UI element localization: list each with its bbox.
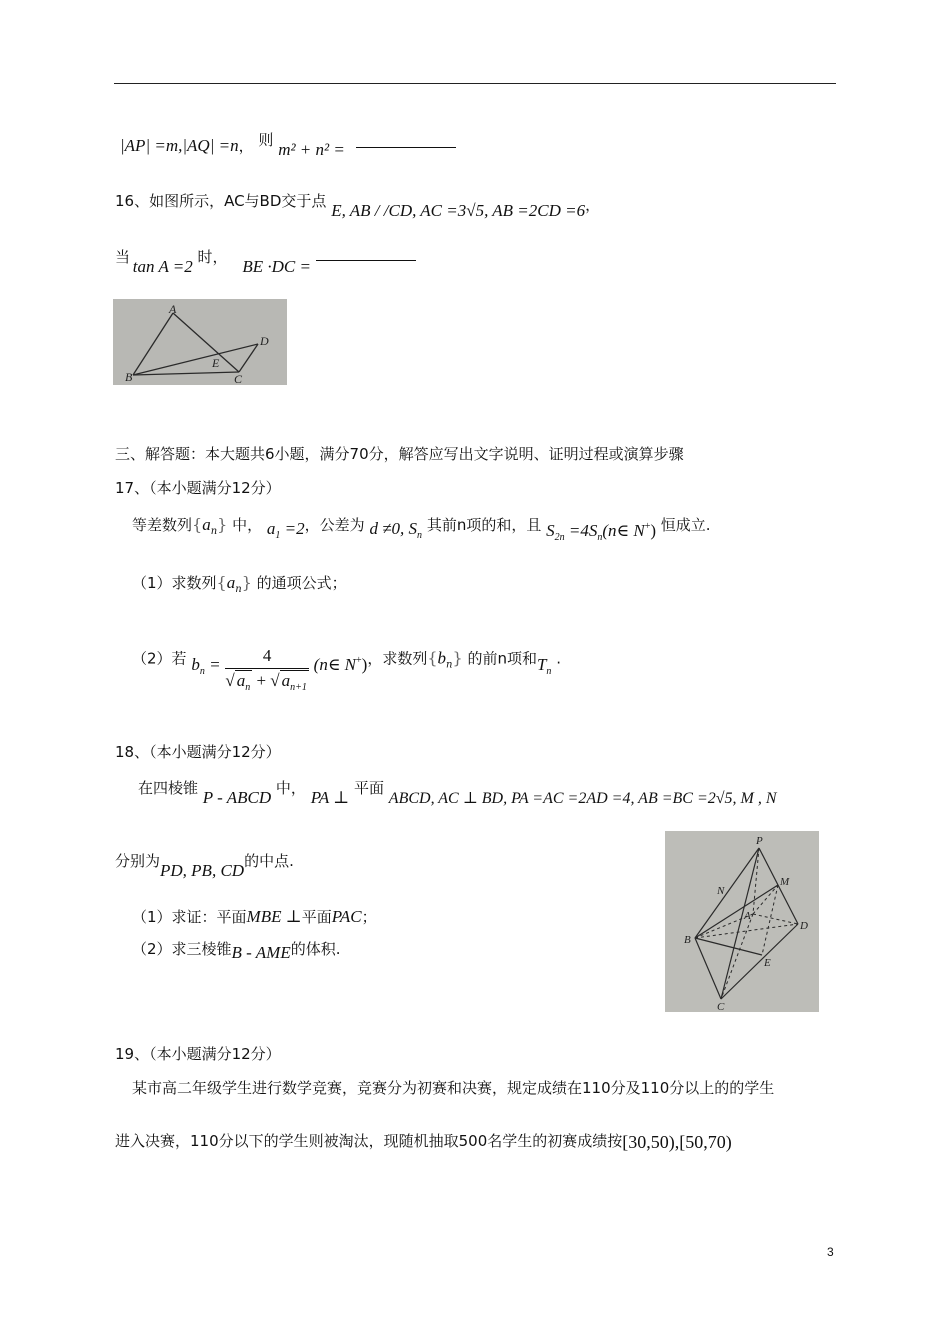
q18-part2	[132, 938, 341, 962]
header-rule	[114, 83, 836, 84]
cond-n: (n∈ N	[313, 654, 356, 674]
q19-line2-text: 进入决赛，110分以下的学生则被淘汰，现随机抽取500名学生的初赛成绩按	[115, 1132, 623, 1150]
a-n: a	[202, 515, 211, 534]
text-pingmian: 平面	[354, 779, 385, 797]
text-sileng: 在四棱锥	[138, 779, 199, 797]
label-m: M	[780, 876, 790, 888]
text-zhong: 中，	[275, 779, 306, 797]
q17-part1: （1）求数列$\{a_n\}$ 的通项公式；	[132, 573, 347, 595]
q19-line2	[115, 1130, 732, 1151]
plane-pac: PAC	[331, 907, 362, 926]
q17-line1: 等差数列$\{a_n\}$ 中， $a_1 =2$，公差为 d ≠0, $S_n$ 其前n项的和，且 $S_{2n}$ $=4S_n(n\in$ N+) 恒成立.	[132, 515, 711, 543]
close-paren: )	[361, 654, 368, 674]
label-c: C	[234, 372, 243, 385]
text-p1: （1）求证：平面	[132, 908, 247, 926]
text-zhongdian: 的中点.	[244, 852, 294, 870]
text-p1: （1）求数列	[132, 574, 217, 592]
shi-label: 时，	[197, 248, 228, 266]
text-fenbie: 分别为	[115, 852, 161, 870]
sqrt-a2: a	[281, 671, 291, 690]
frac-denominator: √ $a_n$ + √ $a_{n+1}$	[225, 671, 307, 693]
sub-n: n	[446, 659, 453, 671]
bn-eq: =	[204, 654, 221, 674]
fraction	[225, 646, 309, 693]
pyramid-bame: B - AME	[231, 943, 291, 962]
sub-n1: n+1	[290, 682, 307, 693]
text-semicolon: ；	[361, 908, 377, 926]
q19-line1: 某市高二年级学生进行数学竞赛，竞赛分为初赛和决赛，规定成绩在110分及110分以上的的学生	[132, 1079, 775, 1097]
dot-product-expression: BE ·DC =	[242, 257, 311, 276]
pyramid-name: P - ABCD	[202, 788, 272, 807]
label-d: D	[260, 334, 269, 348]
a-n: a	[226, 573, 236, 592]
m2-n2-expression: m² + n² =	[278, 140, 345, 159]
period: .	[556, 649, 561, 668]
sup-plus: +	[644, 521, 651, 532]
sub-2n: 2n	[554, 532, 565, 543]
b-n: b	[437, 648, 447, 668]
pyramid-figure-svg	[665, 831, 819, 1012]
text-tiji: 的体积.	[290, 940, 341, 958]
triangle-figure-svg	[113, 299, 287, 385]
d-expr: d ≠0, S	[369, 519, 418, 538]
label-e: E	[764, 957, 771, 969]
sub-n: n	[245, 682, 251, 693]
sub-n: n	[597, 532, 603, 543]
section3-heading: 三、解答题：本大题共6小题，满分70分，解答应写出文字说明、证明过程或演算步骤	[115, 445, 684, 463]
sub-n: n	[210, 526, 218, 537]
pa-perp: PA ⊥	[310, 788, 350, 807]
text-p2-b: ，求数列	[367, 649, 428, 668]
ze-label: 则	[258, 131, 274, 149]
sub-n: n	[199, 665, 205, 677]
text-p2: （2）若	[132, 649, 187, 668]
q16-line2	[115, 246, 416, 276]
q17-heading: 17、（本小题满分12分）	[115, 479, 281, 497]
label-a: A	[169, 302, 177, 316]
label-c: C	[717, 1001, 725, 1012]
comma: ，	[585, 196, 601, 214]
cond-n: (n∈ N	[602, 521, 645, 540]
label-e: E	[212, 356, 220, 370]
page-number: 3	[827, 1245, 834, 1259]
s2n: S	[546, 521, 555, 540]
sup-plus: +	[356, 654, 362, 666]
sub-n: n	[417, 530, 423, 541]
score-intervals: [30,50),[50,70)	[622, 1132, 732, 1152]
text-qian-n: 其前n项的和，且	[426, 516, 542, 534]
text-p1-b: 的通项公式；	[256, 574, 347, 592]
label-d: D	[800, 920, 808, 932]
q16-condition: E, AB / /CD, AC =3√5, AB =2CD =6	[331, 201, 586, 220]
answer-blank	[356, 147, 456, 148]
q18-part1	[132, 906, 377, 927]
plane-mbe: MBE ⊥	[246, 907, 302, 926]
a1: a	[266, 519, 276, 538]
label-b: B	[125, 370, 133, 384]
comma: ，	[238, 137, 254, 155]
ap-aq-expression: |AP| =m,|AQ| =n	[120, 136, 239, 155]
t-n: T	[536, 654, 547, 674]
q18-line2	[115, 850, 294, 880]
q17-part2: （2）若 $b_n$ = $\frac{4}{√ a_n + √ a_{n+1}}$ (n∈ N+)，求数列$\{b_n\}$ 的前n项和$T_n$ .	[132, 646, 561, 693]
text-gongcha: ，公差为	[304, 516, 365, 534]
sub-n: n	[546, 665, 552, 677]
sub-n: n	[235, 584, 242, 595]
sqrt-a: a	[236, 671, 246, 690]
a1-eq: =2	[280, 519, 305, 538]
text-zhong: 中，	[232, 516, 263, 534]
q19-heading: 19、（本小题满分12分）	[115, 1045, 281, 1063]
text-p2-c: 的前n项和	[467, 649, 537, 668]
label-n: N	[717, 885, 725, 897]
text-p2: （2）求三棱锥	[132, 940, 232, 958]
q16-figure	[113, 299, 287, 385]
text-hengchengli: 恒成立.	[660, 516, 711, 534]
label-p: P	[756, 835, 763, 847]
answer-blank	[316, 260, 416, 261]
b-n: b	[191, 654, 200, 674]
q15-tail-line	[120, 131, 456, 159]
text-pingmian: 平面	[301, 908, 332, 926]
text-dengcha: 等差数列	[132, 516, 193, 534]
q18-heading: 18、（本小题满分12分）	[115, 743, 281, 761]
midpoints: PD, PB, CD	[160, 861, 245, 880]
q18-condition: ABCD, AC ⊥ BD, PA =AC =2AD =4, AB =BC =2√5, M , N	[388, 790, 777, 807]
s2n-eq: =4S	[564, 521, 598, 540]
q16-label: 16、如图所示，AC与BD交于点	[115, 192, 327, 210]
when-label: 当	[115, 248, 131, 266]
plus-op: +	[252, 671, 271, 690]
q16-line1	[115, 190, 601, 220]
tan-condition: tan A =2	[132, 257, 193, 276]
frac-numerator: 4	[225, 646, 309, 669]
q18-line1	[138, 777, 777, 807]
label-a: A	[744, 910, 751, 922]
sub-1: 1	[275, 530, 281, 541]
label-b: B	[684, 934, 691, 946]
close-paren: )	[650, 521, 657, 540]
q18-figure	[665, 831, 819, 1012]
